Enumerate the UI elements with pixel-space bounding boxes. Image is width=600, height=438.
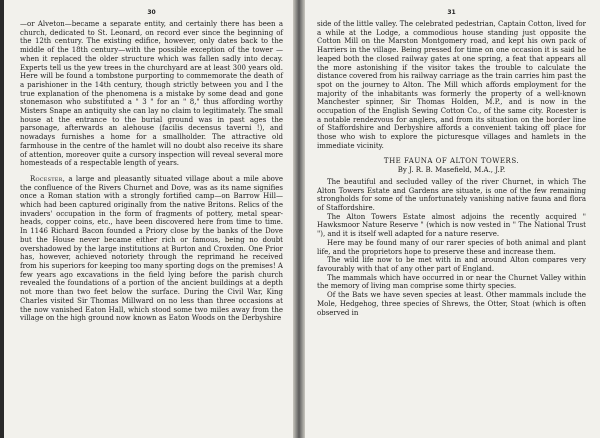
- paragraph: The beautiful and secluded valley of the river Churnet, in which The Alton Towers Estate and Gardens are situate, is one of the few remaining strongholds for some of the unfortunately vanishing native fauna and flora of Staffordshire.: [317, 177, 586, 213]
- paragraph: The mammals which have occurred in or near the Churnet Valley within the memory of living man comprise some thirty species.: [317, 273, 586, 291]
- paragraph: The wild life now to be met with in and around Alton compares very favourably with that of any other part of England.: [317, 256, 586, 273]
- paragraph: —or Alveton—became a separate entity, and certainly there has been a church, dedicated to St. Leonard, on record ever since the beginning of the 12th century. The existing edifice, however, only dates back to the middle of the 18th century—with the possible exception of the tower —when it replaced the older structure which was fallen sadly into decay. Experts tell us the yew trees in the churchyard are at least 300 years old. Here will be found a tombstone purporting to commemorate the death of a parishioner in the 14th century, though strictly between you and I the true explanation of the phenomena is a mistake by some dead and gone stonemason who substituted a " 3 " for an " 8," thus affording worthy Misters Snape an antiquity she can lay no claim to legitimately. The small house at the entrance to the burial ground was in past ages the parsonage, afterwards an alehouse (facilis decensus taverni !), and nowadays furnishes a home for a smallholder. The attractive old farmhouse in the centre of the hamlet will no doubt also receive its share of attention, moreover quite a cursory inspection will reveal several more homesteads of a respectable length of years.: [20, 20, 283, 168]
- paragraph: [20, 175, 283, 323]
- left-page-body: [20, 20, 283, 323]
- paragraph-text: a large and pleasantly situated village about a mile above the confluence of the Rivers Churnet and Dove, was as its name signifies once a Roman station with a strongly fortified camp—on Barrow Hill—which had been captured originally from the native Britons. Relics of the invaders' occupation in the form of fragments of pottery, metal spear-heads, copper coins, etc., have been discovered here from time to time. In 1146 Richard Bacon founded a Priory close by the banks of the Dove but the House never became either rich or famous, being no doubt overshadowed by the large institutions at Burton and Croxden. One Prior has, however, achieved notoriety through the reprimand he received from his superiors for keeping too many sporting dogs on the premises! A few years ago excavations in the field lying before the parish church revealed the foundations of a portion of the ancient buildings at a depth not more than two feet below the surface. During the Civil War, King Charles visited Sir Thomas Millward on no less than three occasions at the now vanished Eaton Hall, which stood some two miles away from the village on the high ground now known as Eaton Woods on the Derbyshire: [20, 174, 283, 323]
- article-heading: THE FAUNA OF ALTON TOWERS.: [383, 156, 520, 165]
- paragraph-lead-word: Rocester,: [30, 174, 66, 183]
- page-number-left: 30: [147, 9, 156, 16]
- paragraph: The Alton Towers Estate almost adjoins the recently acquired " Hawksmoor Nature Reserve " (which is now vested in " The National Trust "), and it is itself well adapted for a nature reserve.: [317, 212, 586, 239]
- book-gutter: [293, 0, 305, 438]
- page-number-right: 31: [447, 9, 456, 16]
- article-byline: By J. R. B. Masefield, M.A., J.P.: [397, 166, 506, 175]
- paragraph: Here may be found many of our rarer species of both animal and plant life, and the proprietors hope to preserve these and increase them.: [317, 238, 586, 256]
- right-page-body: [317, 20, 586, 317]
- right-page: [305, 0, 600, 438]
- paragraph: side of the little valley. The celebrated pedestrian, Captain Cotton, lived for a while at the Lodge, a commodious house standing just opposite the Cotton Mill on the Marston Montgomery road, and kept his own pack of Harriers in the village. Being pressed for time on one occasion it is said he leaped both the closed railway gates at one spring, a feat that appears all the more astonishing if the visitor takes the trouble to calculate the distance covered from his railway carriage as the train carries him past the spot on the journey to Alton. The Mill which affords employment for the majority of the inhabitants was formerly the property of a well-known Manchester spinner, Sir Thomas Holden, M.P., and is now in the occupation of the English Sewing Cotton Co., of the same city. Rocester is a notable rendezvous for anglers, and from its situation on the border line of Staffordshire and Derbyshire affords a convenient taking off place for those who wish to explore the picturesque villages and hamlets in the immediate vicinity.: [317, 20, 586, 150]
- paragraph: Of the Bats we have seven species at least. Other mammals include the Mole, Hedgehog, three species of Shrews, the Otter, Stoat (which is often observed in: [317, 291, 586, 317]
- left-page: [4, 0, 293, 438]
